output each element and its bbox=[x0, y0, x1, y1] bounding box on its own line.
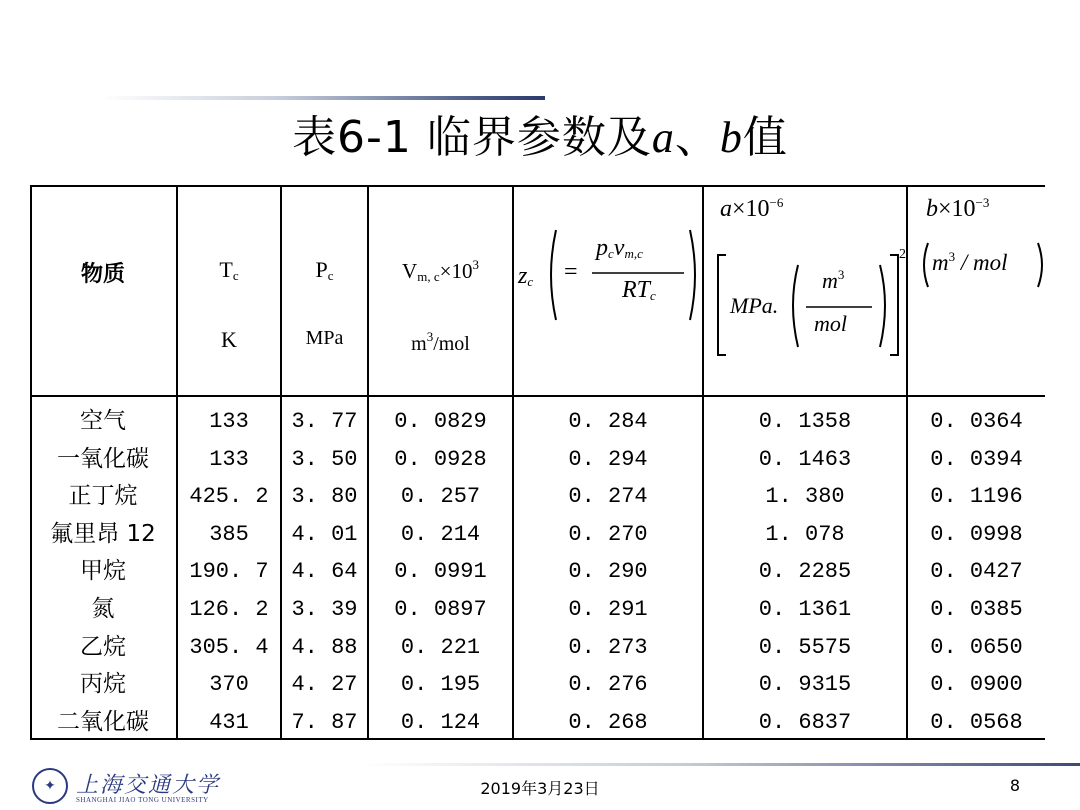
table-cell: 0. 0900 bbox=[930, 672, 1023, 698]
footer-date: 2019年3月23日 bbox=[480, 779, 600, 798]
b-unit-brackets bbox=[908, 185, 1045, 395]
table-cell: 4. 27 bbox=[291, 672, 358, 698]
table-cell: 0. 0897 bbox=[394, 596, 487, 622]
zc-num-p: p bbox=[596, 235, 608, 261]
col-a bbox=[704, 403, 906, 741]
table-cell: 氟里昂 12 bbox=[50, 520, 156, 547]
table-cell: 甲烷 bbox=[80, 558, 126, 585]
col-zc bbox=[514, 403, 702, 741]
zc-den-rt: RT bbox=[622, 277, 651, 303]
table-cell: 0. 0364 bbox=[930, 409, 1023, 434]
zc-equals: = bbox=[564, 259, 578, 285]
table-cell: 0. 0998 bbox=[930, 521, 1023, 547]
col-substance bbox=[30, 403, 176, 741]
table-cell: 一氧化碳 bbox=[57, 445, 149, 472]
table-cell: 4. 01 bbox=[291, 521, 358, 547]
header-pc bbox=[282, 185, 367, 395]
a-unit-outer-exp: 2 bbox=[899, 247, 906, 262]
header-tc-label bbox=[178, 257, 280, 284]
b-exponent: −3 bbox=[975, 195, 990, 210]
zc-denominator bbox=[622, 277, 656, 304]
table-cell: 0. 291 bbox=[568, 596, 648, 622]
col-b bbox=[908, 403, 1045, 741]
b-symbol: b bbox=[926, 196, 938, 222]
tc-subscript: c bbox=[232, 268, 239, 283]
table-cell: 0. 124 bbox=[400, 709, 481, 735]
vmc-unit-exp: 3 bbox=[426, 329, 434, 344]
table-cell: 0. 195 bbox=[400, 672, 481, 698]
zc-den-sub: c bbox=[650, 288, 656, 303]
footer-accent-rule bbox=[360, 763, 1080, 766]
a-unit-m: m bbox=[822, 268, 838, 293]
table-cell: 305. 4 bbox=[189, 634, 269, 660]
slide-title bbox=[0, 108, 1080, 168]
vmc-unit-m: m bbox=[411, 333, 427, 355]
zc-numerator bbox=[596, 235, 643, 262]
table-cell: 133 bbox=[209, 409, 249, 434]
table-cell: 4. 88 bbox=[291, 634, 358, 660]
b-unit-m: m bbox=[932, 250, 949, 275]
a-times: ×10 bbox=[732, 196, 770, 222]
table-cell: 丙烷 bbox=[80, 671, 126, 698]
table-cell: 0. 5575 bbox=[758, 634, 852, 660]
pc-symbol: P bbox=[315, 257, 328, 282]
a-exponent: −6 bbox=[769, 195, 784, 210]
header-a bbox=[704, 185, 906, 395]
table-cell: 0. 0829 bbox=[394, 409, 487, 434]
table-cell: 190. 7 bbox=[189, 559, 269, 585]
a-unit-mpa: MPa. bbox=[730, 293, 779, 318]
table-cell: 0. 0650 bbox=[930, 634, 1023, 660]
tc-symbol: T bbox=[219, 257, 233, 282]
table-cell: 0. 0385 bbox=[930, 596, 1023, 622]
a-unit-m-exp: 3 bbox=[837, 267, 845, 282]
table-cell: 0. 0568 bbox=[930, 709, 1023, 735]
header-b bbox=[908, 185, 1045, 395]
table-cell: 0. 294 bbox=[568, 446, 648, 472]
table-cell: 0. 284 bbox=[568, 409, 648, 434]
table-cell: 425. 2 bbox=[189, 484, 269, 510]
header-pc-unit: MPa bbox=[305, 327, 344, 349]
table-cell: 7. 87 bbox=[291, 709, 358, 735]
table-cell: 431 bbox=[209, 709, 249, 735]
header-vmc bbox=[369, 185, 512, 395]
a-unit-denominator: mol bbox=[814, 311, 847, 336]
title-suffix: 值 bbox=[742, 112, 788, 163]
table-cell: 0. 1463 bbox=[758, 446, 852, 472]
table-cell: 3. 50 bbox=[291, 446, 358, 472]
table-cell: 0. 274 bbox=[568, 484, 648, 510]
title-a: a bbox=[651, 113, 675, 162]
table-cell: 0. 1361 bbox=[758, 596, 852, 622]
pc-subscript: c bbox=[327, 268, 334, 283]
table-cell: 0. 0928 bbox=[394, 446, 487, 472]
header-vmc-unit bbox=[369, 329, 512, 356]
zc-formula-brackets bbox=[514, 185, 702, 395]
zc-subscript: c bbox=[527, 274, 534, 289]
table-cell: 370 bbox=[209, 672, 249, 698]
table-cell: 0. 2285 bbox=[758, 559, 852, 585]
zc-symbol: z bbox=[518, 263, 528, 289]
table-cell: 二氧化碳 bbox=[57, 708, 149, 735]
logo-english-name: SHANGHAI JIAO TONG UNIVERSITY bbox=[76, 796, 209, 804]
table-cell: 0. 290 bbox=[568, 559, 648, 585]
header-vmc-label bbox=[369, 257, 512, 285]
table-cell: 385 bbox=[209, 521, 249, 547]
table-cell: 3. 80 bbox=[291, 484, 358, 510]
header-zc bbox=[514, 185, 702, 395]
header-divider bbox=[30, 395, 1045, 397]
zc-label bbox=[518, 263, 533, 290]
header-substance bbox=[30, 185, 176, 395]
header-substance-label: 物质 bbox=[80, 262, 125, 287]
logo-chinese-name: 上海交通大学 bbox=[76, 773, 221, 798]
title-b: b bbox=[719, 113, 743, 162]
table-cell: 0. 1196 bbox=[930, 484, 1023, 510]
zc-num-p-sub: c bbox=[608, 246, 614, 261]
col-vmc bbox=[369, 403, 512, 741]
vmc-times: ×10 bbox=[439, 259, 473, 283]
table-cell: 3. 77 bbox=[291, 409, 358, 434]
table-cell: 空气 bbox=[80, 408, 126, 434]
a-unit-brackets bbox=[704, 185, 906, 395]
a-symbol: a bbox=[720, 196, 732, 222]
zc-num-v-sub: m,c bbox=[624, 246, 643, 261]
header-tc bbox=[178, 185, 280, 395]
b-unit bbox=[932, 249, 1008, 276]
table-cell: 0. 1358 bbox=[758, 409, 852, 434]
col-tc bbox=[178, 403, 280, 741]
zc-num-v: v bbox=[613, 235, 625, 261]
a-unit-numerator bbox=[822, 267, 844, 294]
table-cell: 0. 221 bbox=[400, 634, 481, 660]
table-cell: 0. 270 bbox=[568, 521, 648, 547]
table-cell: 0. 257 bbox=[400, 484, 481, 510]
table-cell: 133 bbox=[209, 446, 249, 472]
title-accent-rule bbox=[100, 96, 545, 100]
b-times: ×10 bbox=[938, 196, 976, 222]
table-cell: 氮 bbox=[91, 595, 115, 622]
header-tc-unit: K bbox=[221, 327, 237, 352]
vmc-unit-rest: /mol bbox=[433, 333, 470, 355]
header-pc-label bbox=[282, 257, 367, 284]
title-text: 表6-1 临界参数及 bbox=[292, 112, 652, 163]
table-cell: 1. 380 bbox=[765, 484, 845, 510]
table-cell: 126. 2 bbox=[189, 596, 269, 622]
col-pc bbox=[282, 403, 367, 741]
university-seal-icon: ✦ bbox=[32, 768, 68, 804]
table-cell: 正丁烷 bbox=[68, 483, 138, 510]
b-unit-exp: 3 bbox=[948, 249, 956, 264]
table-cell: 乙烷 bbox=[80, 633, 126, 660]
vmc-exponent: 3 bbox=[472, 257, 479, 272]
table-cell: 0. 268 bbox=[568, 709, 648, 735]
table-cell: 0. 9315 bbox=[758, 672, 852, 698]
table-cell: 0. 273 bbox=[568, 634, 648, 660]
title-separator: 、 bbox=[674, 112, 720, 163]
critical-parameters-table bbox=[30, 185, 1045, 740]
page-number: 8 bbox=[1009, 776, 1021, 795]
table-cell: 0. 214 bbox=[400, 521, 481, 547]
table-cell: 3. 39 bbox=[291, 596, 358, 622]
table-cell: 0. 6837 bbox=[758, 709, 852, 735]
table-cell: 4. 64 bbox=[291, 559, 358, 585]
table-cell: 0. 0991 bbox=[394, 559, 487, 585]
university-logo bbox=[32, 768, 232, 808]
table-cell: 0. 0394 bbox=[930, 446, 1023, 472]
table-cell: 0. 0427 bbox=[930, 559, 1023, 585]
table-cell: 1. 078 bbox=[765, 521, 845, 547]
vmc-subscript: m, c bbox=[417, 269, 440, 284]
b-unit-rest: / mol bbox=[955, 250, 1008, 275]
table-cell: 0. 276 bbox=[568, 672, 648, 698]
vmc-symbol: V bbox=[402, 259, 418, 283]
